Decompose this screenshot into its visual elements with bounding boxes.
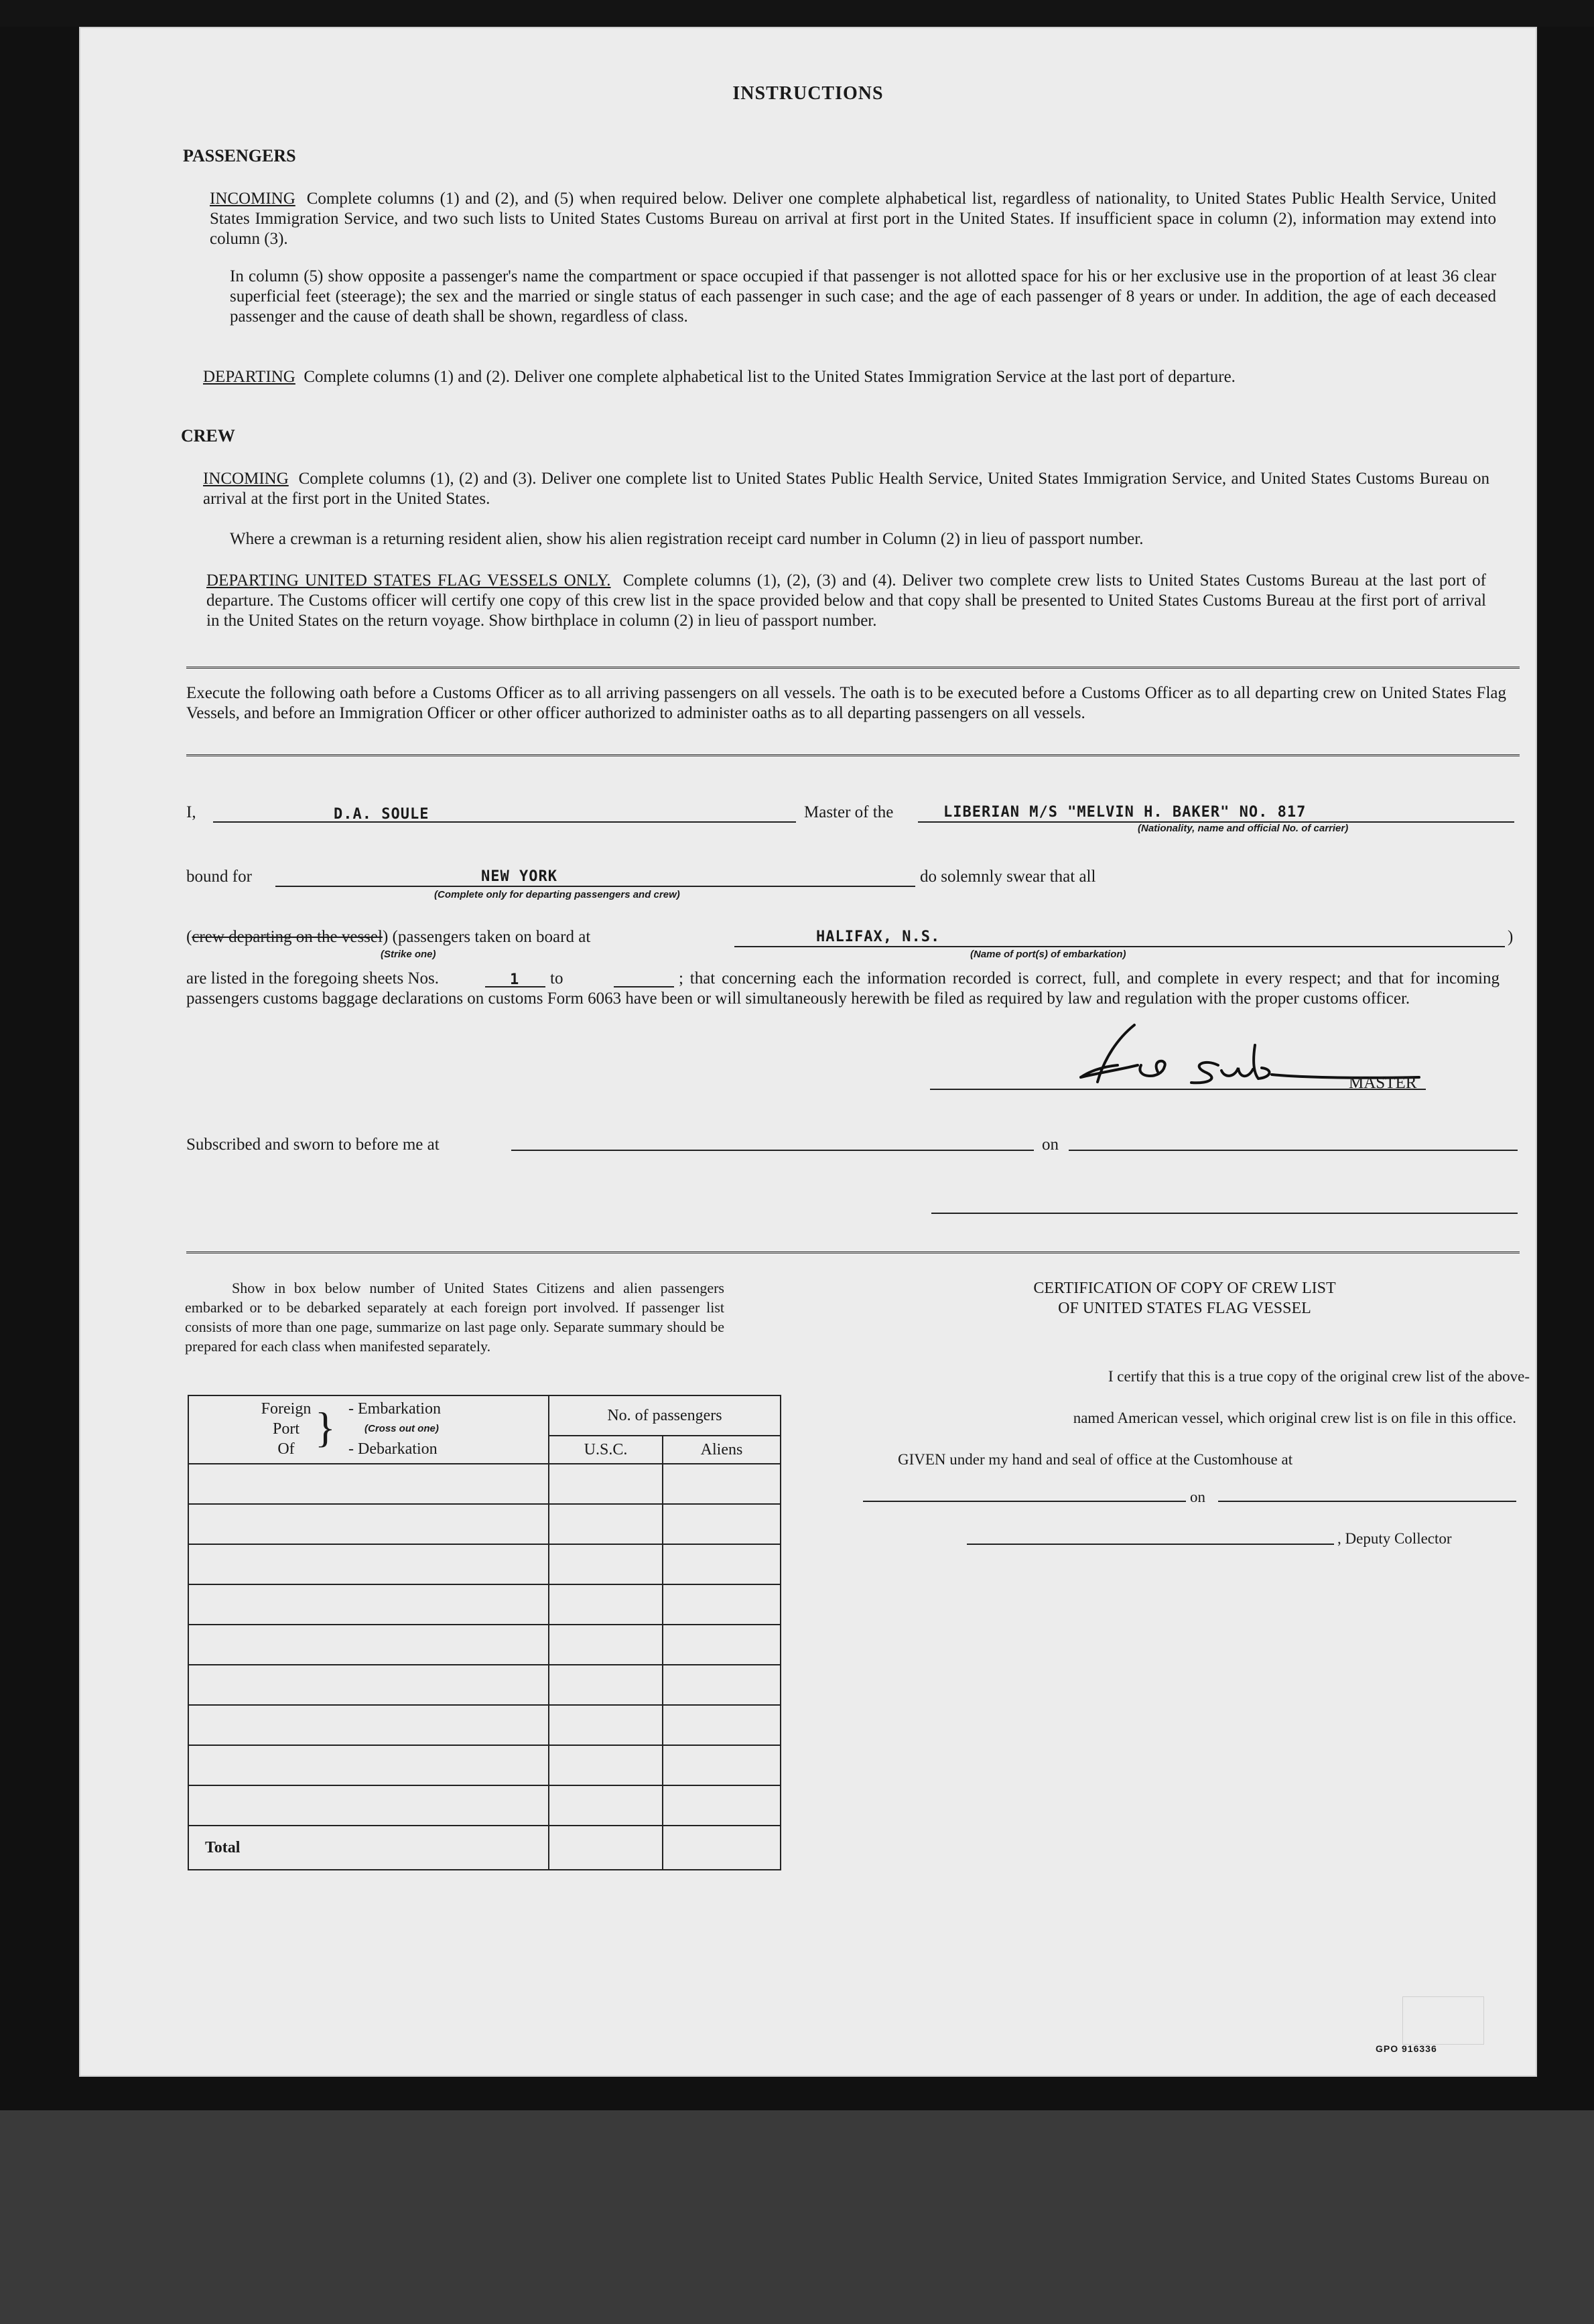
certification-text-2: named American vessel, which original crew list is on file in this office. bbox=[1073, 1410, 1516, 1426]
embarkation-option[interactable]: - Embarkation bbox=[348, 1400, 441, 1418]
aliens-cell[interactable] bbox=[663, 1504, 781, 1544]
debarkation-option[interactable]: - Debarkation bbox=[348, 1440, 438, 1458]
crew-departing-label: DEPARTING UNITED STATES FLAG VESSELS ONLY. bbox=[206, 571, 611, 590]
port-label: Port bbox=[272, 1420, 300, 1438]
sworn-date-line[interactable] bbox=[1069, 1150, 1518, 1151]
sheet-from-field[interactable]: 1 bbox=[510, 971, 520, 988]
passengers-incoming-text: Complete columns (1) and (2), and (5) when required below. Deliver one complete alphabetical list, regardless of nationality, to United States Public Health Service, United States Immigration Service, and two such lists to United States Customs Bureau on arrival at first port in the United States. If insufficient space in column (2), information may extend into column (3). bbox=[210, 190, 1497, 248]
master-name-line bbox=[213, 821, 796, 823]
crew-incoming-text: Complete columns (1), (2) and (3). Deliver one complete list to United States Public Health Service, United States Immigration Service, and United States Customs Bureau on arrival at the first port in the United States. bbox=[203, 470, 1489, 508]
scan-frame-top bbox=[0, 0, 1594, 27]
bound-for-line bbox=[275, 886, 915, 887]
usc-cell[interactable] bbox=[549, 1705, 663, 1745]
passenger-summary-table bbox=[188, 1395, 781, 1870]
passengers-departing-paragraph bbox=[203, 367, 1496, 387]
usc-cell[interactable] bbox=[549, 1665, 663, 1705]
swear-label: do solemnly swear that all bbox=[920, 868, 1096, 886]
certification-title-1: CERTIFICATION OF COPY OF CREW LIST bbox=[1033, 1280, 1336, 1297]
sworn-on-label: on bbox=[1042, 1136, 1059, 1154]
usc-cell[interactable] bbox=[549, 1745, 663, 1785]
port-cell[interactable] bbox=[188, 1504, 549, 1544]
bound-for-label: bound for bbox=[186, 868, 252, 886]
port-cell[interactable] bbox=[188, 1544, 549, 1584]
port-cell[interactable] bbox=[188, 1464, 549, 1504]
of-label: Of bbox=[277, 1440, 295, 1458]
port-cell[interactable] bbox=[188, 1665, 549, 1705]
divider-3 bbox=[186, 1251, 1520, 1253]
aliens-cell[interactable] bbox=[663, 1584, 781, 1625]
total-label: Total bbox=[188, 1826, 549, 1870]
usc-cell[interactable] bbox=[549, 1625, 663, 1665]
certification-title-2: OF UNITED STATES FLAG VESSEL bbox=[1058, 1300, 1311, 1317]
deputy-collector-label: , Deputy Collector bbox=[1337, 1530, 1452, 1547]
master-name-field[interactable]: D.A. SOULE bbox=[334, 806, 429, 823]
customhouse-line[interactable] bbox=[863, 1501, 1186, 1502]
aliens-cell[interactable] bbox=[663, 1544, 781, 1584]
crew-departing-option[interactable]: crew departing on the vessel bbox=[192, 928, 383, 946]
deputy-collector-line[interactable] bbox=[967, 1544, 1334, 1545]
certification-on-label: on bbox=[1190, 1489, 1205, 1505]
sheets-text: ; that concerning each the information recorded is correct, full, and complete in every respect; and that for incoming passengers customs baggage declarations on customs Form 6063 have been or will simultaneously herewith be filed as required by law and regulation with the proper customs officer. bbox=[186, 969, 1500, 1008]
crew-heading: CREW bbox=[181, 426, 235, 446]
port-cell[interactable] bbox=[188, 1584, 549, 1625]
table-row bbox=[188, 1665, 781, 1705]
strike-line: (crew departing on the vessel) (passengers taken on board at bbox=[186, 928, 591, 946]
passengers-heading: PASSENGERS bbox=[183, 146, 296, 165]
crew-incoming-label: INCOMING bbox=[203, 470, 289, 488]
total-aliens-cell[interactable] bbox=[663, 1826, 781, 1870]
aliens-label: Aliens bbox=[700, 1441, 743, 1458]
aliens-cell[interactable] bbox=[663, 1705, 781, 1745]
divider-1 bbox=[186, 667, 1520, 669]
subscribed-label: Subscribed and sworn to before me at bbox=[186, 1136, 440, 1154]
vessel-field[interactable]: LIBERIAN M/S "MELVIN H. BAKER" NO. 817 bbox=[943, 804, 1307, 821]
aliens-cell[interactable] bbox=[663, 1665, 781, 1705]
no-of-passengers-label: No. of passengers bbox=[549, 1396, 780, 1436]
faint-stamp-box bbox=[1402, 1996, 1484, 2045]
certification-given: GIVEN under my hand and seal of office at the Customhouse at bbox=[898, 1451, 1293, 1468]
passengers-departing-label: DEPARTING bbox=[203, 368, 295, 386]
oath-i-label: I, bbox=[186, 803, 196, 821]
foreign-label: Foreign bbox=[261, 1400, 312, 1418]
close-paren: ) bbox=[1508, 928, 1514, 946]
passengers-incoming-paragraph bbox=[210, 189, 1496, 249]
table-row bbox=[188, 1464, 781, 1504]
certification-date-line[interactable] bbox=[1218, 1501, 1516, 1502]
port-header-cell: Foreign Port Of } - Embarkation (Cross out one) - Debarkation bbox=[188, 1395, 549, 1464]
passengers-departing-text: Complete columns (1) and (2). Deliver one complete alphabetical list to the United States Immigration Service at the last port of departure. bbox=[304, 368, 1236, 386]
table-row bbox=[188, 1705, 781, 1745]
crew-departing-paragraph bbox=[206, 571, 1486, 631]
to-label: to bbox=[550, 969, 563, 987]
usc-cell[interactable] bbox=[549, 1504, 663, 1544]
cross-out-note: (Cross out one) bbox=[364, 1423, 439, 1434]
vessel-caption: (Nationality, name and official No. of carrier) bbox=[1138, 823, 1349, 834]
port-cell[interactable] bbox=[188, 1705, 549, 1745]
oath-intro: Execute the following oath before a Customs Officer as to all arriving passengers on all vessels. The oath is to be executed before a Customs Officer as to all departing crew on United States Flag Vessels, and before an Immigration Officer or other officer authorized to administer oaths as to all departing passengers on all vessels. bbox=[186, 684, 1506, 722]
officer-signature-line[interactable] bbox=[931, 1213, 1518, 1214]
table-row bbox=[188, 1584, 781, 1625]
aliens-cell[interactable] bbox=[663, 1745, 781, 1785]
table-row bbox=[188, 1504, 781, 1544]
sworn-place-line[interactable] bbox=[511, 1150, 1034, 1151]
scan-frame-bottom bbox=[0, 2110, 1594, 2324]
aliens-cell[interactable] bbox=[663, 1464, 781, 1504]
passengers-taken-label: (passengers taken on board at bbox=[392, 928, 591, 946]
usc-cell[interactable] bbox=[549, 1544, 663, 1584]
crew-departing-text: Complete columns (1), (2), (3) and (4). Deliver two complete crew lists to United States Customs Bureau at the last port of departure. The Customs officer will certify one copy of this crew list in the space provided below and that copy shall be presented to United States Customs Bureau at the first port of arrival in the United States on the return voyage. Show birthplace in column (2) in lieu of passport number. bbox=[206, 571, 1486, 630]
port-cell[interactable] bbox=[188, 1745, 549, 1785]
footer-code: GPO 916336 bbox=[1376, 2043, 1437, 2054]
total-row bbox=[188, 1826, 781, 1870]
aliens-cell[interactable] bbox=[663, 1785, 781, 1826]
summary-instructions: Show in box below number of United States Citizens and alien passengers embarked or to be debarked separately at each foreign port involved. If passenger list consists of more than one page, summarize on last page only. Separate summary should be prepared for each class when manifested separately. bbox=[185, 1280, 724, 1355]
aliens-cell[interactable] bbox=[663, 1625, 781, 1665]
passengers-header-cell bbox=[549, 1395, 781, 1464]
instructions-title: INSTRUCTIONS bbox=[732, 83, 884, 104]
divider-2 bbox=[186, 754, 1520, 756]
table-row bbox=[188, 1544, 781, 1584]
sheets-label: are listed in the foregoing sheets Nos. bbox=[186, 969, 439, 987]
bound-for-field[interactable]: NEW YORK bbox=[481, 868, 557, 885]
usc-cell[interactable] bbox=[549, 1785, 663, 1826]
bound-caption: (Complete only for departing passengers and crew) bbox=[434, 889, 680, 900]
port-cell[interactable] bbox=[188, 1785, 549, 1826]
table-row bbox=[188, 1785, 781, 1826]
usc-cell[interactable] bbox=[549, 1584, 663, 1625]
port-line bbox=[734, 946, 1505, 947]
column5-paragraph: In column (5) show opposite a passenger's name the compartment or space occupied if that passenger is not allotted space for his or her exclusive use in the proportion of at least 36 clear superficial feet (steerage); the sex and the married or single status of each passenger in such case; and the age of each passenger of 8 years or under. In addition, the age of each deceased passenger and the cause of death shall be shown, regardless of class. bbox=[230, 267, 1496, 326]
table-row bbox=[188, 1625, 781, 1665]
certification-text-1: I certify that this is a true copy of the original crew list of the above- bbox=[1108, 1368, 1530, 1385]
usc-label: U.S.C. bbox=[549, 1436, 663, 1463]
crew-incoming-paragraph bbox=[203, 469, 1489, 509]
port-caption: (Name of port(s) of embarkation) bbox=[970, 949, 1126, 960]
strike-caption: (Strike one) bbox=[381, 949, 436, 960]
port-cell[interactable] bbox=[188, 1625, 549, 1665]
form-page bbox=[79, 27, 1537, 2077]
master-of-label: Master of the bbox=[804, 803, 894, 821]
master-label: MASTER bbox=[1349, 1074, 1417, 1092]
table-row bbox=[188, 1745, 781, 1785]
crew-resident-paragraph: Where a crewman is a returning resident alien, show his alien registration receipt card number in Column (2) in lieu of passport number. bbox=[230, 530, 1144, 548]
total-usc-cell[interactable] bbox=[549, 1826, 663, 1870]
usc-cell[interactable] bbox=[549, 1464, 663, 1504]
port-field[interactable]: HALIFAX, N.S. bbox=[816, 929, 941, 945]
passengers-incoming-label: INCOMING bbox=[210, 190, 295, 208]
